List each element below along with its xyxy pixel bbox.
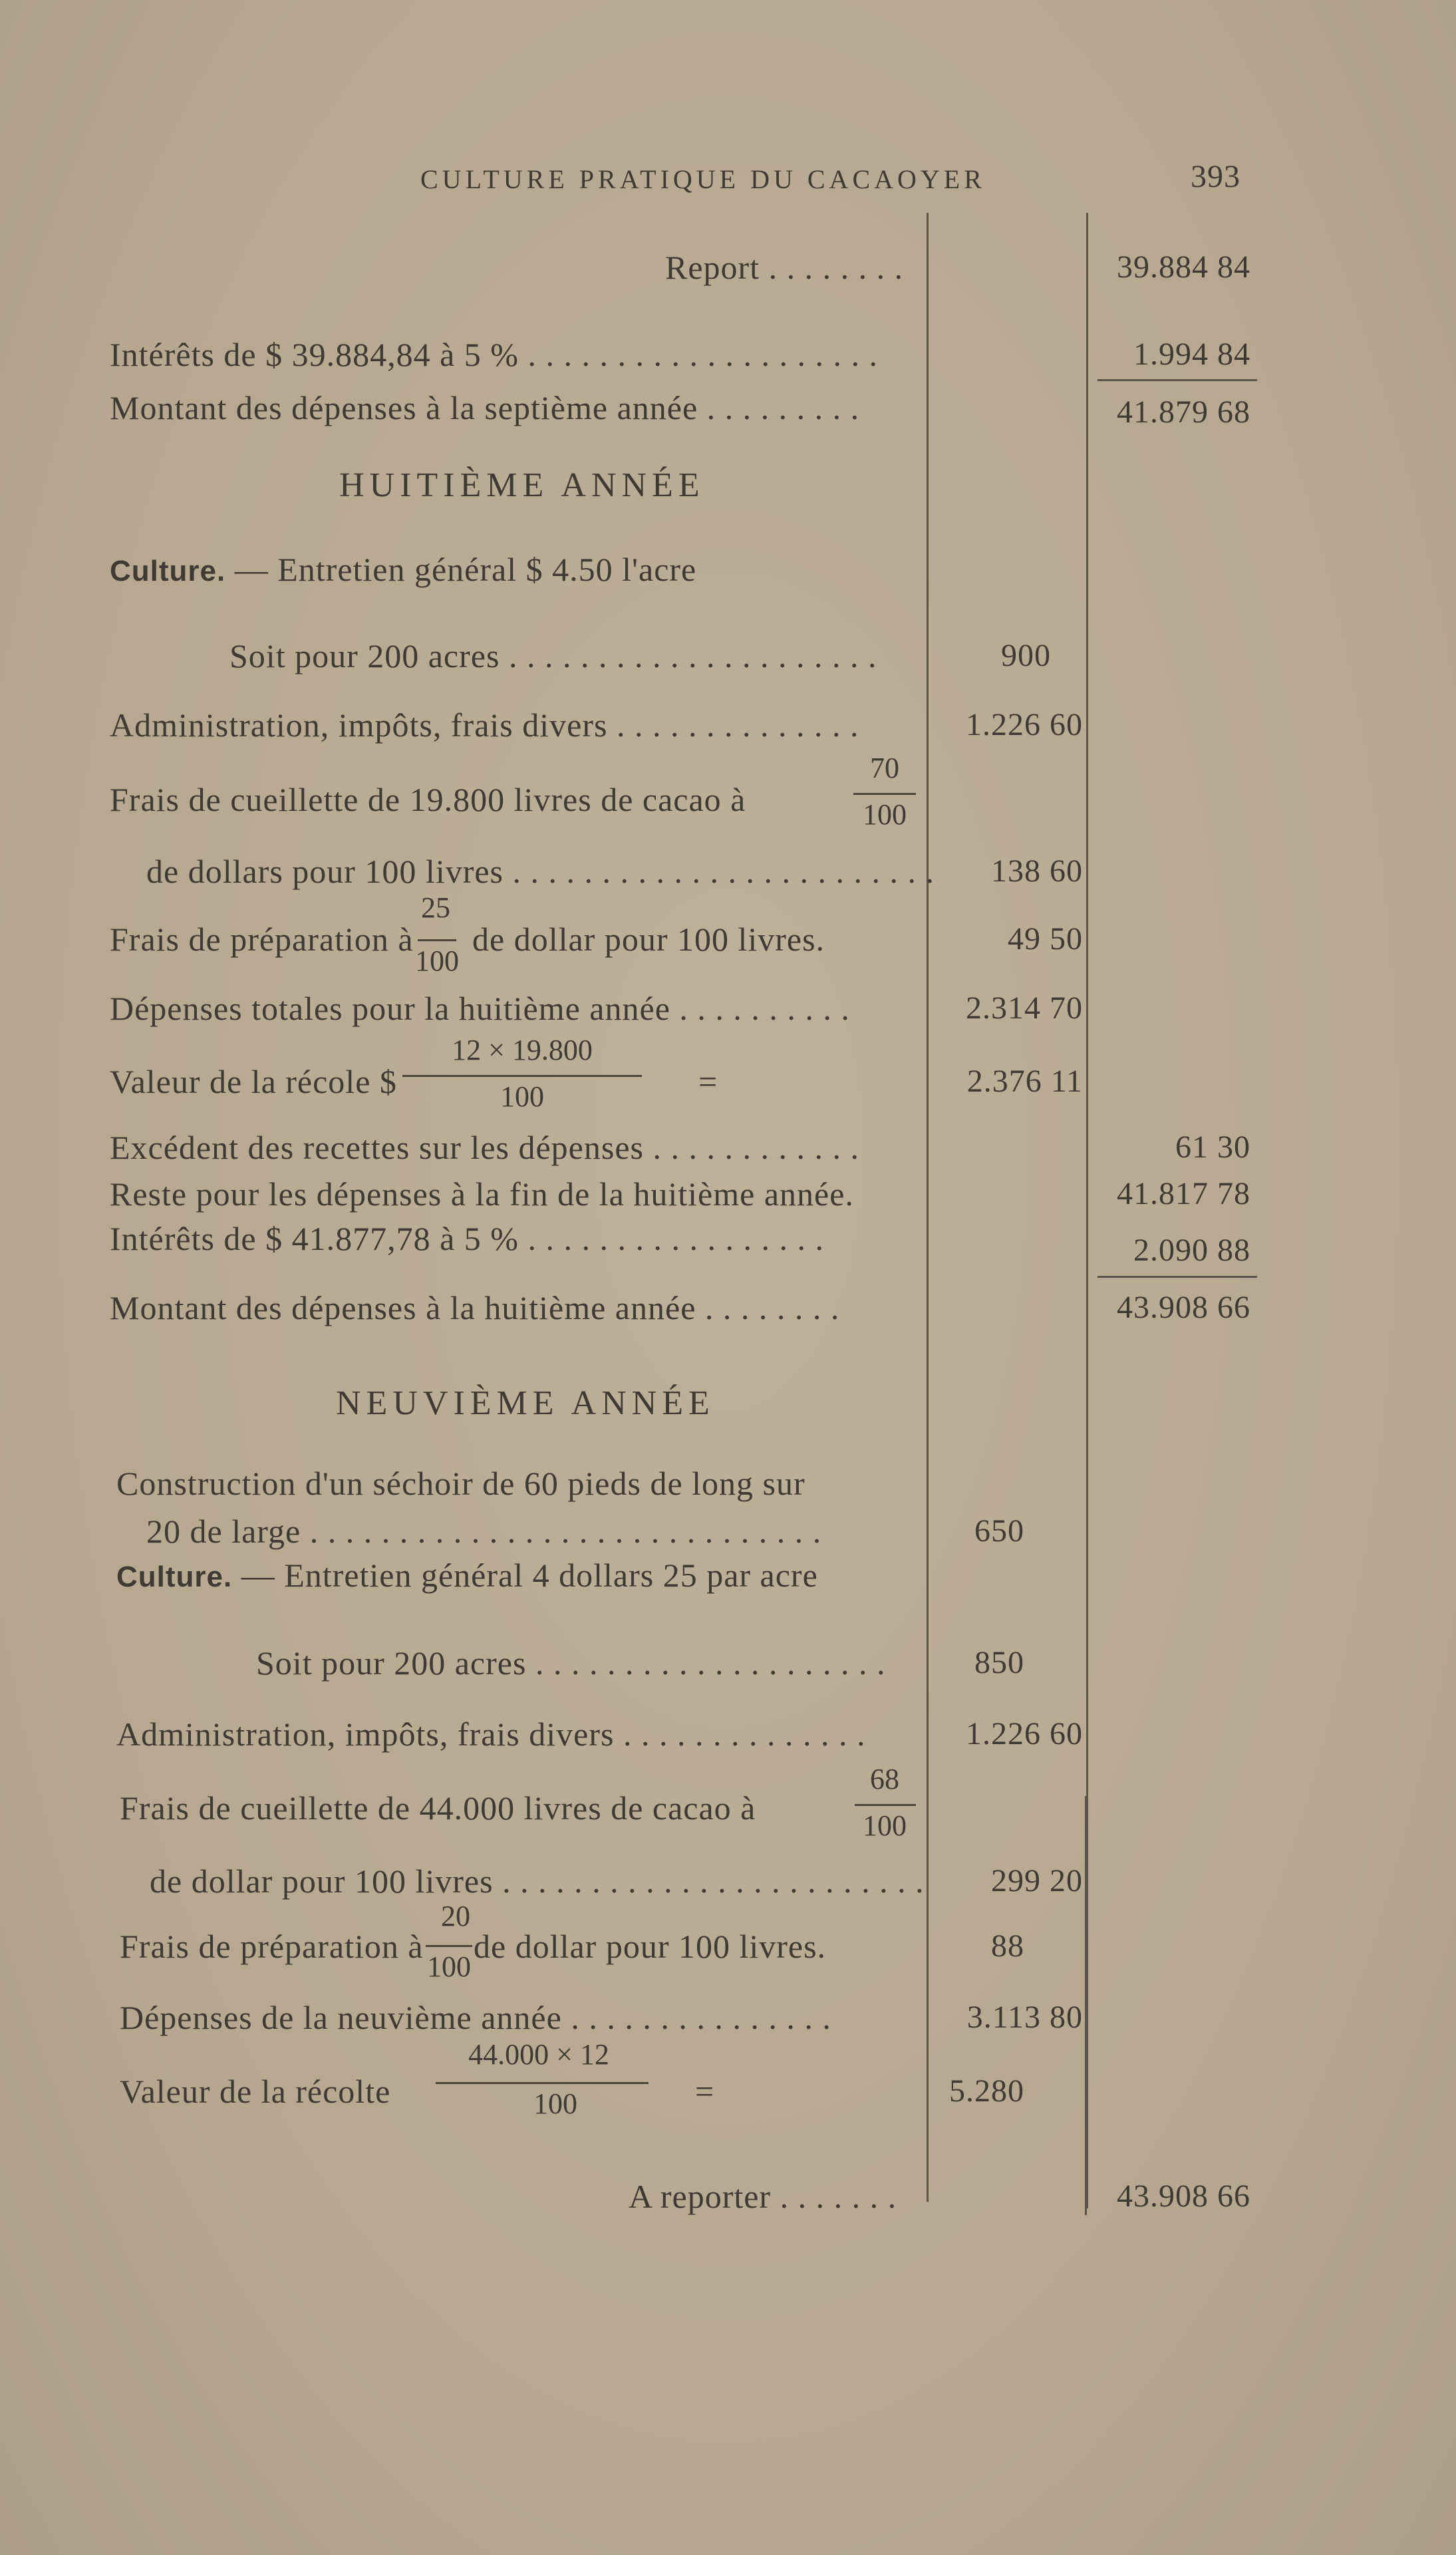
year8-recolte-num: 12 × 19.800	[452, 1034, 593, 1066]
year8-cueillette-value: 138 60	[991, 853, 1083, 889]
year9-culture-bold: Culture.	[116, 1561, 233, 1593]
year8-excedent-value: 61 30	[1175, 1129, 1250, 1165]
page-number: 393	[1191, 159, 1240, 194]
year9-admin-value: 1.226 60	[966, 1716, 1083, 1751]
year9-prep-den: 100	[427, 1950, 471, 1983]
column-rule-left	[927, 213, 929, 2202]
year9-recolte-num: 44.000 × 12	[468, 2038, 609, 2071]
year9-culture-text: — Entretien général 4 dollars 25 par acre	[241, 1557, 818, 1594]
year9-cueillette-label: Frais de cueillette de 44.000 livres de cacao à	[120, 1789, 756, 1827]
running-title: CULTURE PRATIQUE DU CACAOYER	[420, 164, 986, 194]
subtotal-rule-1	[1097, 379, 1257, 381]
year8-culture-bold: Culture.	[110, 555, 226, 587]
year9-total-value: 3.113 80	[966, 2000, 1083, 2035]
year9-cueillette-num: 68	[870, 1763, 899, 1795]
year8-prep-value: 49 50	[1008, 921, 1083, 957]
year8-reste-label: Reste pour les dépenses à la fin de la huitième année.	[110, 1175, 854, 1213]
year8-recolte-value: 2.376 11	[966, 1064, 1083, 1099]
year9-reporter-label: A reporter . . . . . . .	[629, 2178, 897, 2215]
year9-prep-label1: Frais de préparation à	[120, 1928, 424, 1965]
year8-prep-num: 25	[421, 891, 450, 924]
year9-total-label: Dépenses de la neuvième année . . . . . . . . . . . . . . .	[120, 1999, 831, 2036]
year8-soit-label: Soit pour 200 acres . . . . . . . . . . . . . . . . . . . . .	[229, 637, 877, 675]
year9-title: NEUVIÈME ANNÉE	[336, 1384, 715, 1422]
year8-recolte-bar	[402, 1075, 642, 1077]
year8-culture	[110, 549, 696, 591]
year8-recolte-den: 100	[500, 1080, 544, 1113]
year8-culture-text: — Entretien général $ 4.50 l'acre	[234, 551, 697, 588]
year9-recolte-eq: =	[695, 2073, 715, 2110]
year9-prep-bar	[426, 1945, 472, 1947]
year9-recolte-bar	[436, 2082, 649, 2084]
year8-excedent-label: Excédent des recettes sur les dépenses . . . . . . . . . . . .	[110, 1129, 859, 1166]
year9-recolte-label: Valeur de la récolte	[120, 2073, 391, 2110]
year9-cueillette-den: 100	[863, 1809, 907, 1842]
year8-reste-value: 41.817 78	[1117, 1176, 1250, 1211]
total7-value: 41.879 68	[1117, 394, 1250, 430]
total7-label: Montant des dépenses à la septième année . . . . . . . . .	[110, 389, 860, 426]
year9-construction-label2: 20 de large . . . . . . . . . . . . . . . . . . . . . . . . . . . . .	[146, 1513, 822, 1550]
year8-montant-value: 43.908 66	[1117, 1290, 1250, 1325]
year9-prep-label2: de dollar pour 100 livres.	[474, 1928, 827, 1965]
year8-prep-label2: de dollar pour 100 livres.	[472, 921, 825, 958]
year8-total-value: 2.314 70	[966, 990, 1083, 1026]
column-rule-right	[1085, 1796, 1087, 2215]
year9-recolte-den: 100	[533, 2087, 577, 2120]
year8-prep-den: 100	[415, 945, 459, 977]
year8-prep-bar	[418, 939, 456, 941]
interest-value: 1.994 84	[1133, 337, 1250, 372]
year8-total-label: Dépenses totales pour la huitième année . . . . . . . . . .	[110, 990, 850, 1027]
year9-prep-num: 20	[441, 1900, 470, 1932]
year9-soit-label: Soit pour 200 acres . . . . . . . . . . . . . . . . . . . .	[256, 1644, 886, 1682]
year8-recolte-label: Valeur de la récole $	[110, 1063, 397, 1100]
year8-recolte-eq: =	[698, 1063, 718, 1100]
year9-soit-value: 850	[974, 1645, 1024, 1680]
report-label: Report . . . . . . . .	[665, 249, 904, 286]
year8-soit-value: 900	[1001, 638, 1051, 673]
subtotal-rule-2	[1097, 1276, 1257, 1278]
year9-cueillette-value: 299 20	[991, 1863, 1083, 1898]
year9-construction-label1: Construction d'un séchoir de 60 pieds de long sur	[116, 1465, 805, 1502]
year8-interets-label: Intérêts de $ 41.877,78 à 5 % . . . . . . . . . . . . . . . . .	[110, 1220, 824, 1257]
year8-prep-label1: Frais de préparation à	[110, 921, 414, 958]
year9-recolte-value: 5.280	[949, 2073, 1024, 2109]
year8-interets-value: 2.090 88	[1133, 1233, 1250, 1268]
year9-cueillette-bar	[855, 1804, 916, 1806]
year9-reporter-value: 43.908 66	[1117, 2179, 1250, 2214]
year9-prep-value: 88	[991, 1928, 1024, 1964]
year8-admin-value: 1.226 60	[966, 707, 1083, 742]
year8-cueillette-label: Frais de cueillette de 19.800 livres de cacao à	[110, 781, 746, 818]
year9-culture	[116, 1555, 818, 1597]
year8-title: HUITIÈME ANNÉE	[339, 466, 705, 504]
year9-admin-label: Administration, impôts, frais divers . . . . . . . . . . . . . .	[116, 1716, 866, 1753]
year8-cueillette-bar	[853, 793, 916, 795]
report-value: 39.884 84	[1117, 249, 1250, 285]
year8-cueillette-label2: de dollars pour 100 livres . . . . . . . . . . . . . . . . . . . . . . . .	[146, 853, 935, 890]
year8-montant-label: Montant des dépenses à la huitième année . . . . . . . .	[110, 1289, 840, 1326]
year9-construction-value: 650	[974, 1513, 1024, 1549]
year8-cueillette-den: 100	[863, 798, 907, 831]
year9-cueillette-label2: de dollar pour 100 livres . . . . . . . . . . . . . . . . . . . . . . . .	[150, 1863, 925, 1900]
year8-admin-label: Administration, impôts, frais divers . . . . . . . . . . . . . .	[110, 706, 859, 744]
interest-label: Intérêts de $ 39.884,84 à 5 % . . . . . . . . . . . . . . . . . . . .	[110, 336, 878, 373]
year8-cueillette-num: 70	[870, 752, 899, 784]
